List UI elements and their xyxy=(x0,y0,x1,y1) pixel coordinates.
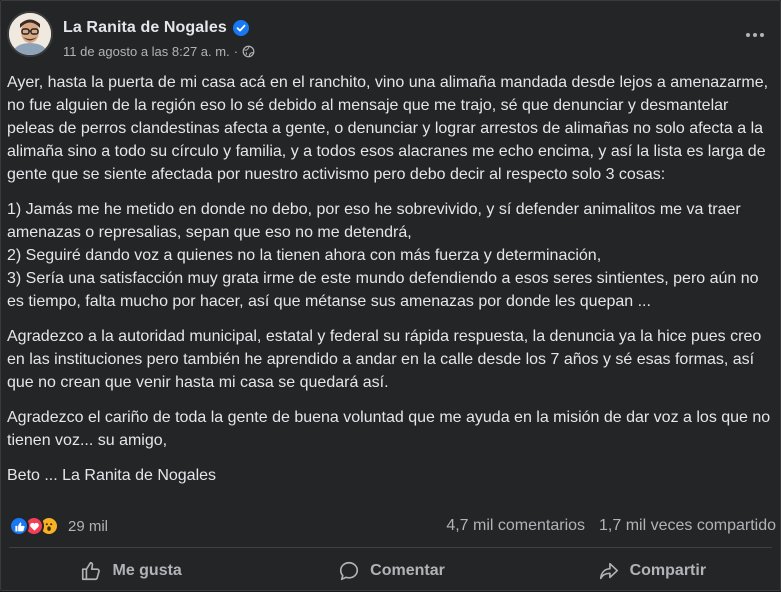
more-dot-icon xyxy=(760,33,764,37)
more-dot-icon xyxy=(753,33,757,37)
more-dot-icon xyxy=(746,33,750,37)
post-body xyxy=(7,71,775,499)
share-button[interactable] xyxy=(522,549,781,592)
post-stats xyxy=(446,517,776,535)
reactions-summary[interactable] xyxy=(9,516,108,536)
comments-count[interactable]: 4,7 mil comentarios xyxy=(446,517,586,534)
meta-separator: · xyxy=(233,44,239,59)
shares-count[interactable]: 1,7 mil veces compartido xyxy=(599,517,776,534)
verified-badge-icon xyxy=(233,20,249,36)
share-arrow-icon xyxy=(598,560,620,582)
comment-bubble-icon xyxy=(338,560,360,582)
like-button[interactable] xyxy=(1,549,261,592)
post-header xyxy=(7,11,777,61)
post-paragraph: Agradezco a la autoridad municipal, estatal y federal su rápida respuesta, la denuncia ya la hice pues creo en las instituciones pero también he aprendido a andar en la calle desde los 7 años y sé esas formas, así que no crean que venir hasta mi casa se quedará así. xyxy=(7,328,762,391)
post-paragraph: 3) Sería una satisfacción muy grata irme de este mundo defendiendo a esos seres sintientes, pero aún no es tiempo, falta mucho por hacer, así que métanse sus amenazas por donde les quepan ... xyxy=(7,270,759,310)
post-signature: Beto ... La Ranita de Nogales xyxy=(7,467,217,484)
more-options-button[interactable] xyxy=(741,25,769,45)
author-name[interactable]: La Ranita de Nogales xyxy=(63,19,227,36)
post-paragraph: Ayer, hasta la puerta de mi casa acá en el ranchito, vino una alimaña mandada desde lejos a amenazarme, no fue alguien de la región eso lo sé debido al mensaje que me trajo, sé que denunciar y desmantelar peleas de perros clandestinas afecta a gente, o denunciar y lograr arrestos de alimañas no solo afecta a la alimaña sino a todo su círculo y familia, y a todos esos alacranes me echo encima, y así la lista es larga de gente que se siente afectada por nuestro activismo pero debo decir al respecto solo 3 cosas: xyxy=(7,74,769,183)
post-paragraph: 1) Jamás me he metido en donde no debo, por eso he sobrevivido, y sí defender animalitos me va traer amenazas o represalias, sepan que eso no me detendrá, xyxy=(7,201,741,241)
actions-divider xyxy=(9,547,772,548)
like-label: Me gusta xyxy=(112,561,182,579)
comment-label: Comentar xyxy=(370,561,445,579)
post-paragraph: 2) Seguiré dando voz a quienes no la tienen ahora con más fuerza y determinación, xyxy=(7,247,602,264)
thumbs-up-icon xyxy=(80,560,102,582)
post-actions-bar xyxy=(1,549,781,592)
globe-icon xyxy=(242,45,255,58)
avatar-portrait-icon xyxy=(9,13,51,55)
comment-button[interactable] xyxy=(261,549,521,592)
avatar[interactable] xyxy=(7,11,53,57)
post-paragraph: Agradezco el cariño de toda la gente de buena voluntad que me ayuda en la misión de dar voz a los que no tienen voz... su amigo, xyxy=(7,409,771,449)
post-timestamp[interactable]: 11 de agosto a las 8:27 a. m. xyxy=(63,44,230,59)
like-icon xyxy=(9,516,29,536)
share-label: Compartir xyxy=(629,561,707,579)
reactions-count[interactable]: 29 mil xyxy=(68,517,109,535)
